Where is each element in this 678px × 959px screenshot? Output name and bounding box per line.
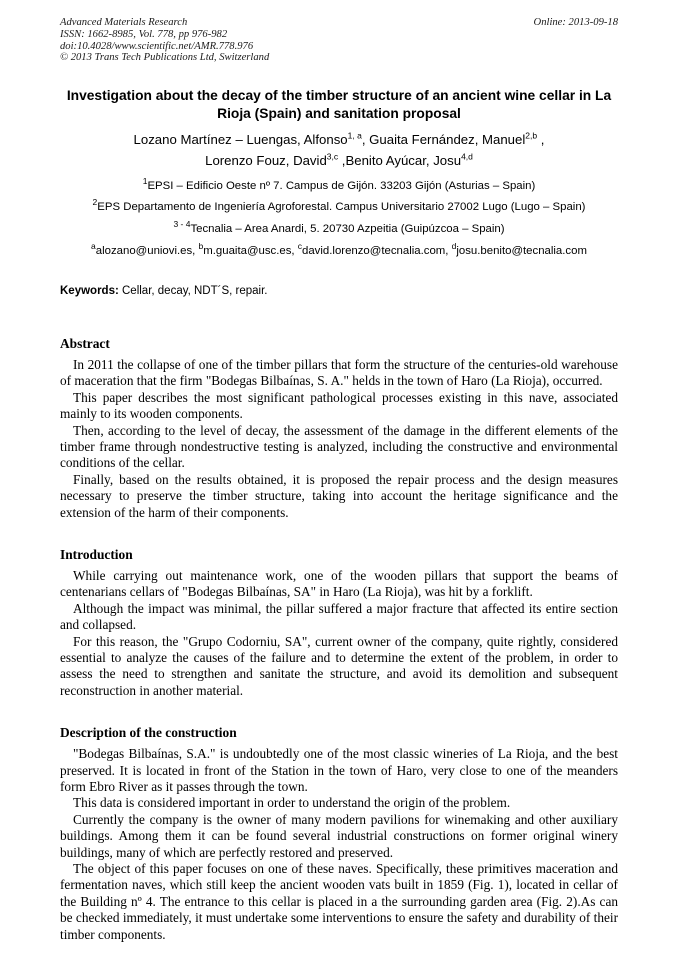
emails-line <box>60 241 618 262</box>
author-separator: , <box>537 132 545 148</box>
section-heading-abstract: Abstract <box>60 335 110 351</box>
abstract-paragraph: Then, according to the level of decay, the assessment of the damage in the different elements of the timber frame through nondestructive testing is analyzed, including the constructive and environmental conditions of the cellar. <box>60 422 618 471</box>
affiliation-text: EPS Departamento de Ingeniería Agroforestal. Campus Universitario 27002 Lugo (Lugo – Spain) <box>97 201 586 214</box>
description-paragraph: The object of this paper focuses on one of these naves. Specifically, these primitives maceration and fermentation naves, which still keep the ancient wooden vats built in 1859 (Fig. 1), located in cellar of the Building nº 4. The entrance to this cellar is placed in a the surrounding garden area (Fig. 2).As can be checked immediately, it must undertake some interventions to ensure the safety and durability of their timber components. <box>60 861 618 942</box>
affiliation-line <box>60 219 618 240</box>
author-name: ,Benito Ayúcar, Josu <box>338 152 462 168</box>
email-text: alozano@uniovi.es, <box>95 244 199 257</box>
section-description <box>60 725 618 943</box>
paper-title: Investigation about the decay of the timber structure of an ancient wine cellar in La Rioja (Spain) and sanitation proposal <box>66 88 612 122</box>
authors-line <box>60 130 618 171</box>
abstract-paragraph: In 2011 the collapse of one of the timber pillars that form the structure of the centuries-old warehouse of maceration that the firm "Bodegas Bilbaínas, S. A." helds in the town of Haro (La Rioja), occurred. <box>60 356 618 389</box>
online-date: Online: 2013-09-18 <box>533 17 618 28</box>
author-affiliation-marker: 1, a <box>347 130 362 141</box>
affiliation-line <box>60 197 618 218</box>
issn-volume-pages: ISSN: 1662-8985, Vol. 778, pp 976-982 <box>60 28 228 40</box>
introduction-paragraph: Although the impact was minimal, the pillar suffered a major fracture that affected its entire section and collapsed. <box>60 600 618 633</box>
email-marker: c <box>297 240 303 251</box>
journal-header <box>60 17 618 64</box>
introduction-paragraph: While carrying out maintenance work, one of the wooden pillars that support the beams of centenarians cellars of "Bodegas Bilbaínas, SA" in Haro (La Rioja), was hit by a forklift. <box>60 567 618 600</box>
description-paragraph: "Bodegas Bilbaínas, S.A." is undoubtedly one of the most classic wineries of La Rioja, and the best preserved. It is located in front of the Station in the town of Haro, very close to one of the meanders form Ebro River as it passes through the town. <box>60 746 618 794</box>
affiliation-text: Tecnalia – Area Anardi, 5. 20730 Azpeitia (Guipúzcoa – Spain) <box>190 222 505 235</box>
section-heading-introduction: Introduction <box>60 546 133 562</box>
affiliation-marker: 3 - 4 <box>173 218 191 229</box>
keywords-text: Cellar, decay, NDT´S, repair. <box>118 284 268 297</box>
affiliation-marker: 2 <box>92 197 98 208</box>
email-text: josu.benito@tecnalia.com <box>456 244 587 257</box>
email-marker: b <box>198 240 204 251</box>
copyright-line: © 2013 Trans Tech Publications Ltd, Switzerland <box>60 52 270 64</box>
keywords-label: Keywords: <box>60 284 119 297</box>
doi-line: doi:10.4028/www.scientific.net/AMR.778.976 <box>60 40 254 52</box>
abstract-paragraph: Finally, based on the results obtained, it is proposed the repair process and the design measures necessary to preserve the timber structure, taking into account the heritage significance and the extension of the harm of their components. <box>60 471 618 520</box>
section-introduction <box>60 547 618 699</box>
author-affiliation-marker: 3,c <box>326 151 339 162</box>
affiliation-line <box>60 176 618 197</box>
introduction-paragraph: For this reason, the "Grupo Codorniu, SA", current owner of the company, quite rightly, considered essential to analyze the causes of the failure and to determine the extent of the problem, in order to assess the need to strengthen and sanitate the structure, and avoid its demolition and subsequent reconstruction in another material. <box>60 633 618 698</box>
email-text: david.lorenzo@tecnalia.com, <box>302 244 452 257</box>
author-name: , Guaita Fernández, Manuel <box>361 132 526 148</box>
section-heading-description: Description of the construction <box>60 725 237 741</box>
email-marker: d <box>451 240 457 251</box>
email-text: m.guaita@usc.es, <box>203 244 298 257</box>
section-abstract <box>60 336 618 521</box>
journal-header-left <box>60 17 269 64</box>
author-name: Lorenzo Fouz, David <box>205 152 327 168</box>
email-marker: a <box>91 240 96 251</box>
author-affiliation-marker: 2,b <box>525 130 538 141</box>
keywords-line <box>60 284 618 299</box>
description-paragraph: This data is considered important in order to understand the origin of the problem. <box>73 795 511 811</box>
author-name: Lozano Martínez – Luengas, Alfonso <box>133 132 348 148</box>
affiliations-block <box>60 176 618 262</box>
journal-name: Advanced Materials Research <box>60 17 188 28</box>
affiliation-marker: 1 <box>142 176 148 187</box>
description-paragraph: Currently the company is the owner of many modern pavilions for winemaking and other auxiliary buildings. Among them it can be found several industrial constructions on former original winery buildings, many of which are perfectly restored and preserved. <box>60 811 618 860</box>
author-affiliation-marker: 4,d <box>461 151 473 162</box>
affiliation-text: EPSI – Edificio Oeste nº 7. Campus de Gijón. 33203 Gijón (Asturias – Spain) <box>147 180 536 193</box>
abstract-paragraph: This paper describes the most significant pathological processes existing in this nave, associated mainly to its wooden components. <box>60 389 618 422</box>
